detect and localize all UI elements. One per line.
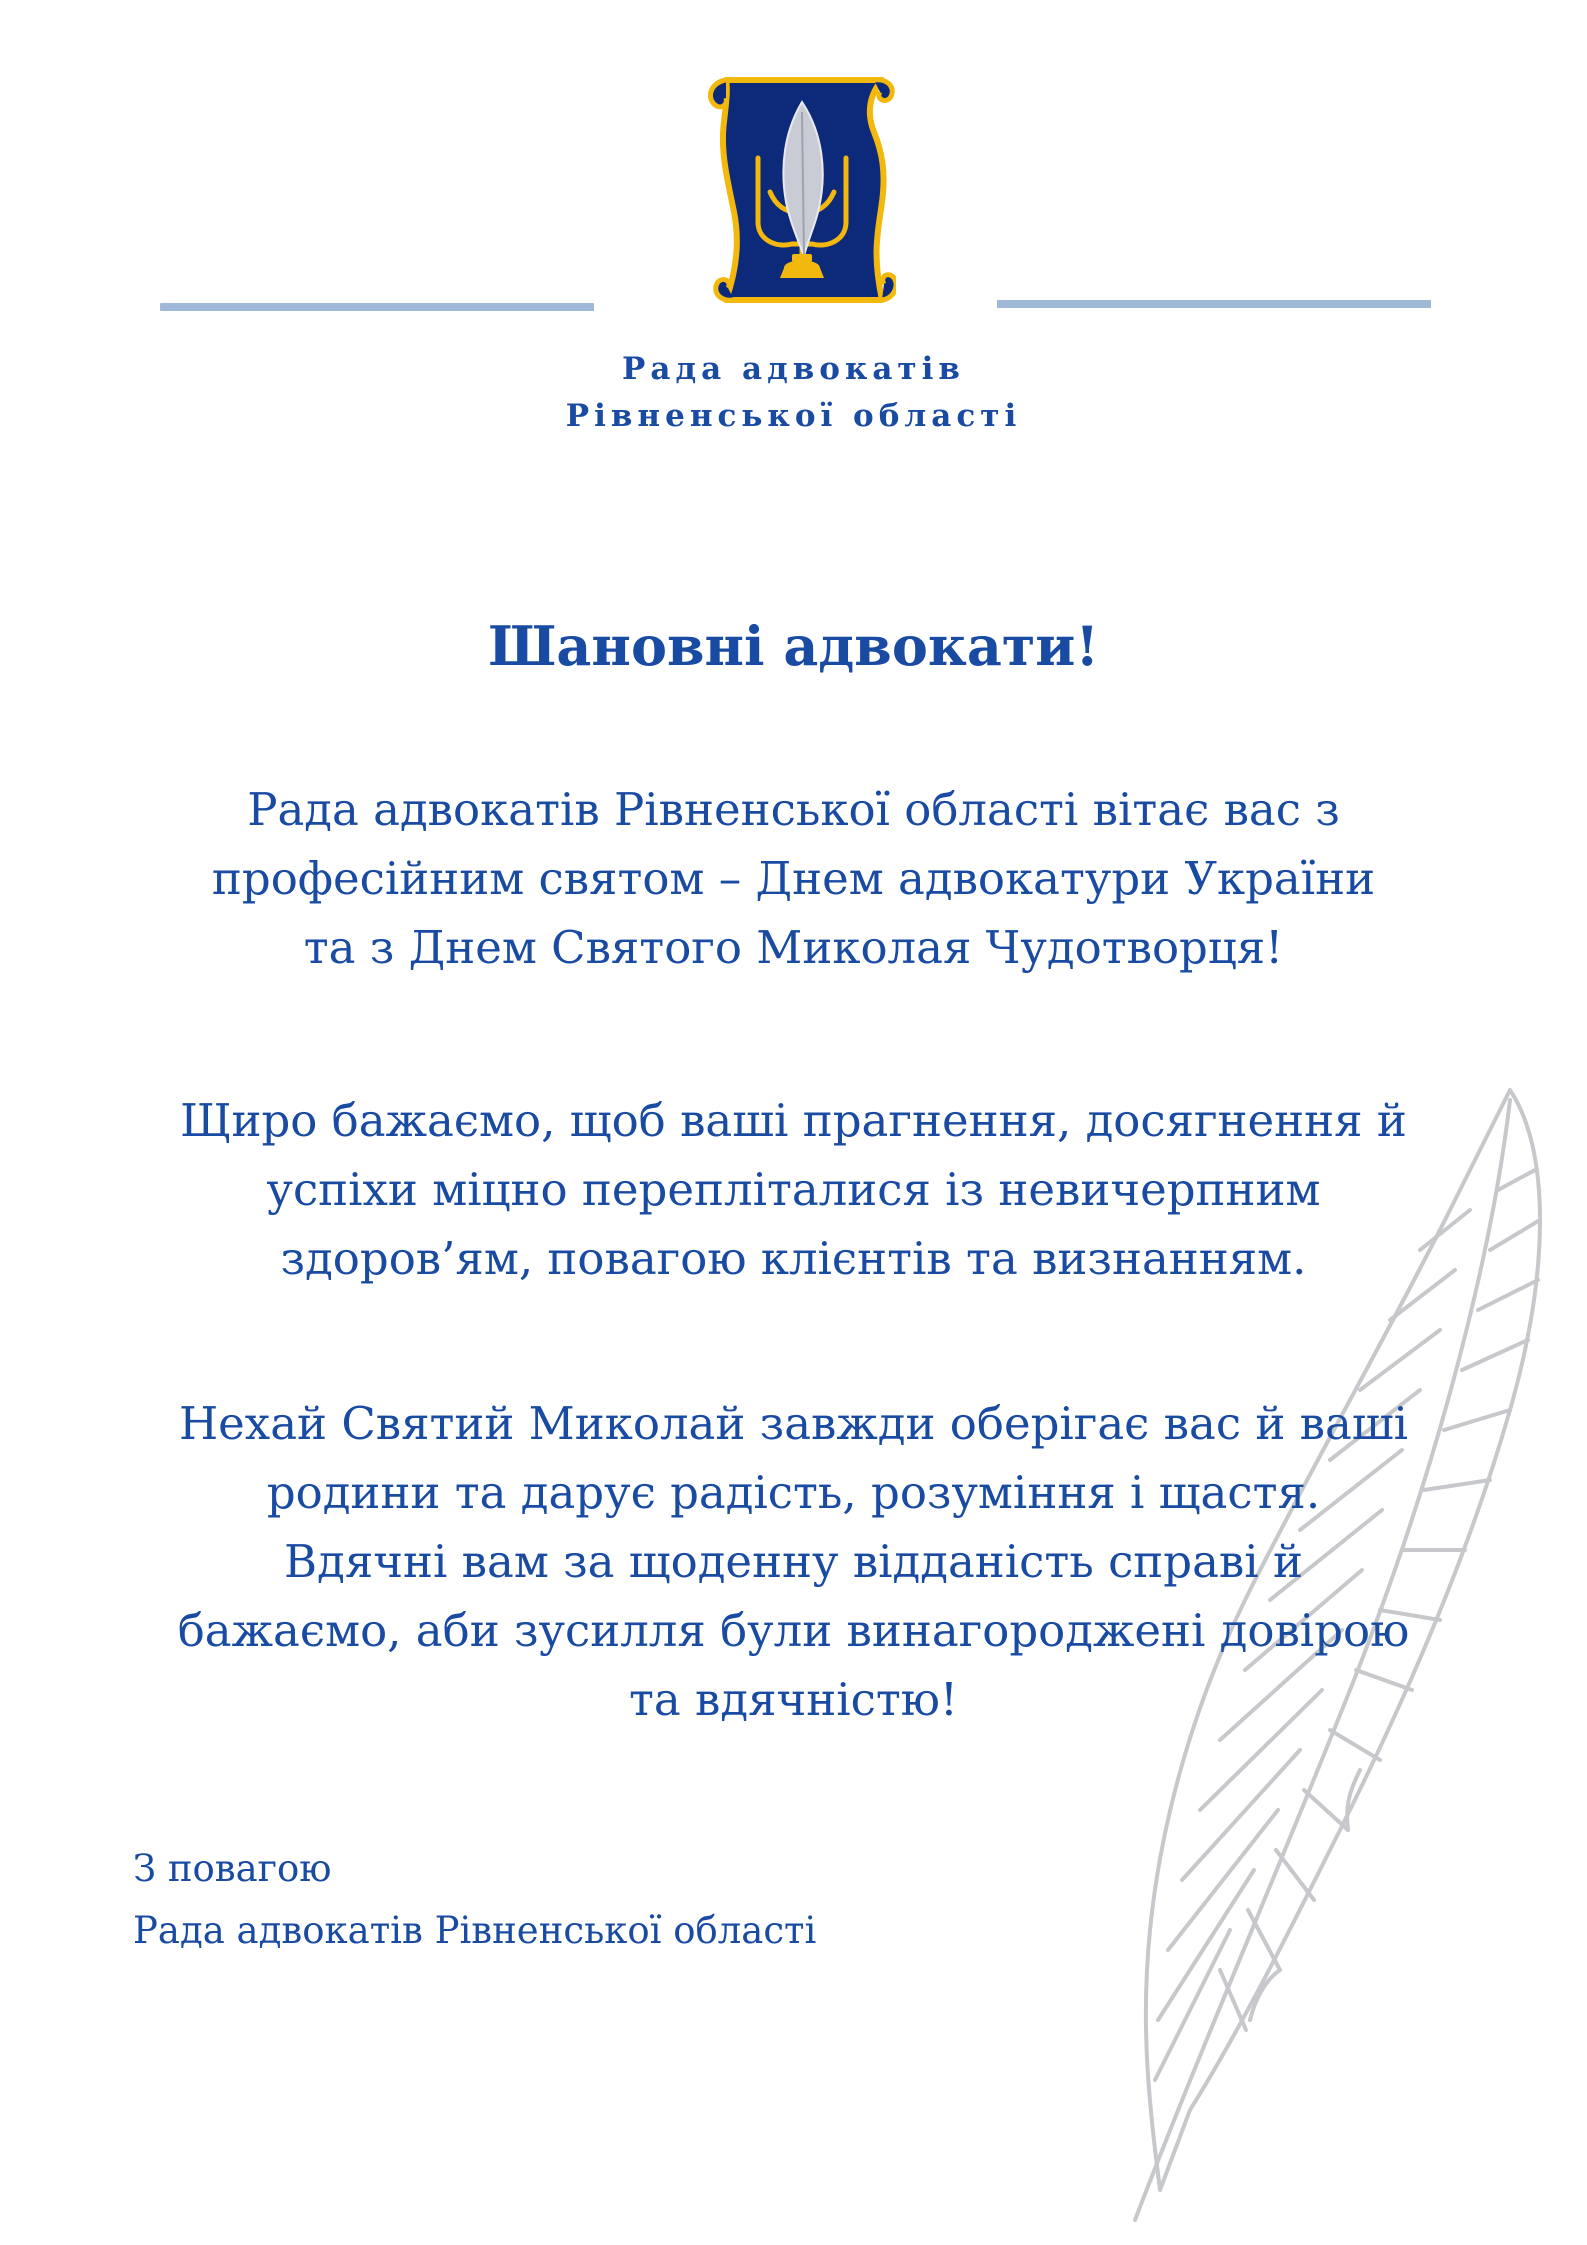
header-divider-left bbox=[160, 303, 594, 311]
paragraph-line: Щиро бажаємо, щоб ваші прагнення, досягнення й bbox=[180, 1094, 1407, 1147]
paragraph-line: Рада адвокатів Рівненської області вітає вас з bbox=[247, 783, 1340, 836]
paragraph-line: успіхи міцно перепліталися із невичерпним bbox=[266, 1163, 1321, 1216]
greeting-paragraph bbox=[60, 775, 1527, 982]
blessing-paragraph bbox=[60, 1389, 1527, 1734]
paragraph-line: Нехай Святий Миколай завжди оберігає вас й ваші bbox=[178, 1397, 1409, 1450]
header-divider-right bbox=[997, 300, 1431, 308]
signature-text: Рада адвокатів Рівненської області bbox=[133, 1909, 817, 1952]
paragraph-line: професійним святом – Днем адвокатури України bbox=[211, 852, 1376, 905]
paragraph-line: здоров’ям, повагою клієнтів та визнанням. bbox=[280, 1232, 1307, 1285]
scroll-quill-trident-logo-icon bbox=[696, 72, 896, 308]
paragraph-line: та вдячністю! bbox=[629, 1673, 958, 1726]
org-name-header bbox=[0, 346, 1587, 440]
paragraph-line: та з Днем Святого Миколая Чудотворця! bbox=[303, 921, 1284, 974]
signature-block bbox=[133, 1838, 816, 1962]
paragraph-line: родини та дарує радість, розуміння і щастя. bbox=[266, 1466, 1321, 1519]
letter-title: Шановні адвокати! bbox=[487, 614, 1100, 678]
org-name-line1: Рада адвокатів bbox=[622, 351, 965, 387]
org-name-line2: Рівненської області bbox=[565, 398, 1022, 434]
wishes-paragraph bbox=[60, 1086, 1527, 1293]
paragraph-line: Вдячні вам за щоденну відданість справі й bbox=[284, 1535, 1303, 1588]
paragraph-line: бажаємо, аби зусилля були винагороджені довірою bbox=[177, 1604, 1410, 1657]
closing-text: З повагою bbox=[133, 1847, 332, 1890]
